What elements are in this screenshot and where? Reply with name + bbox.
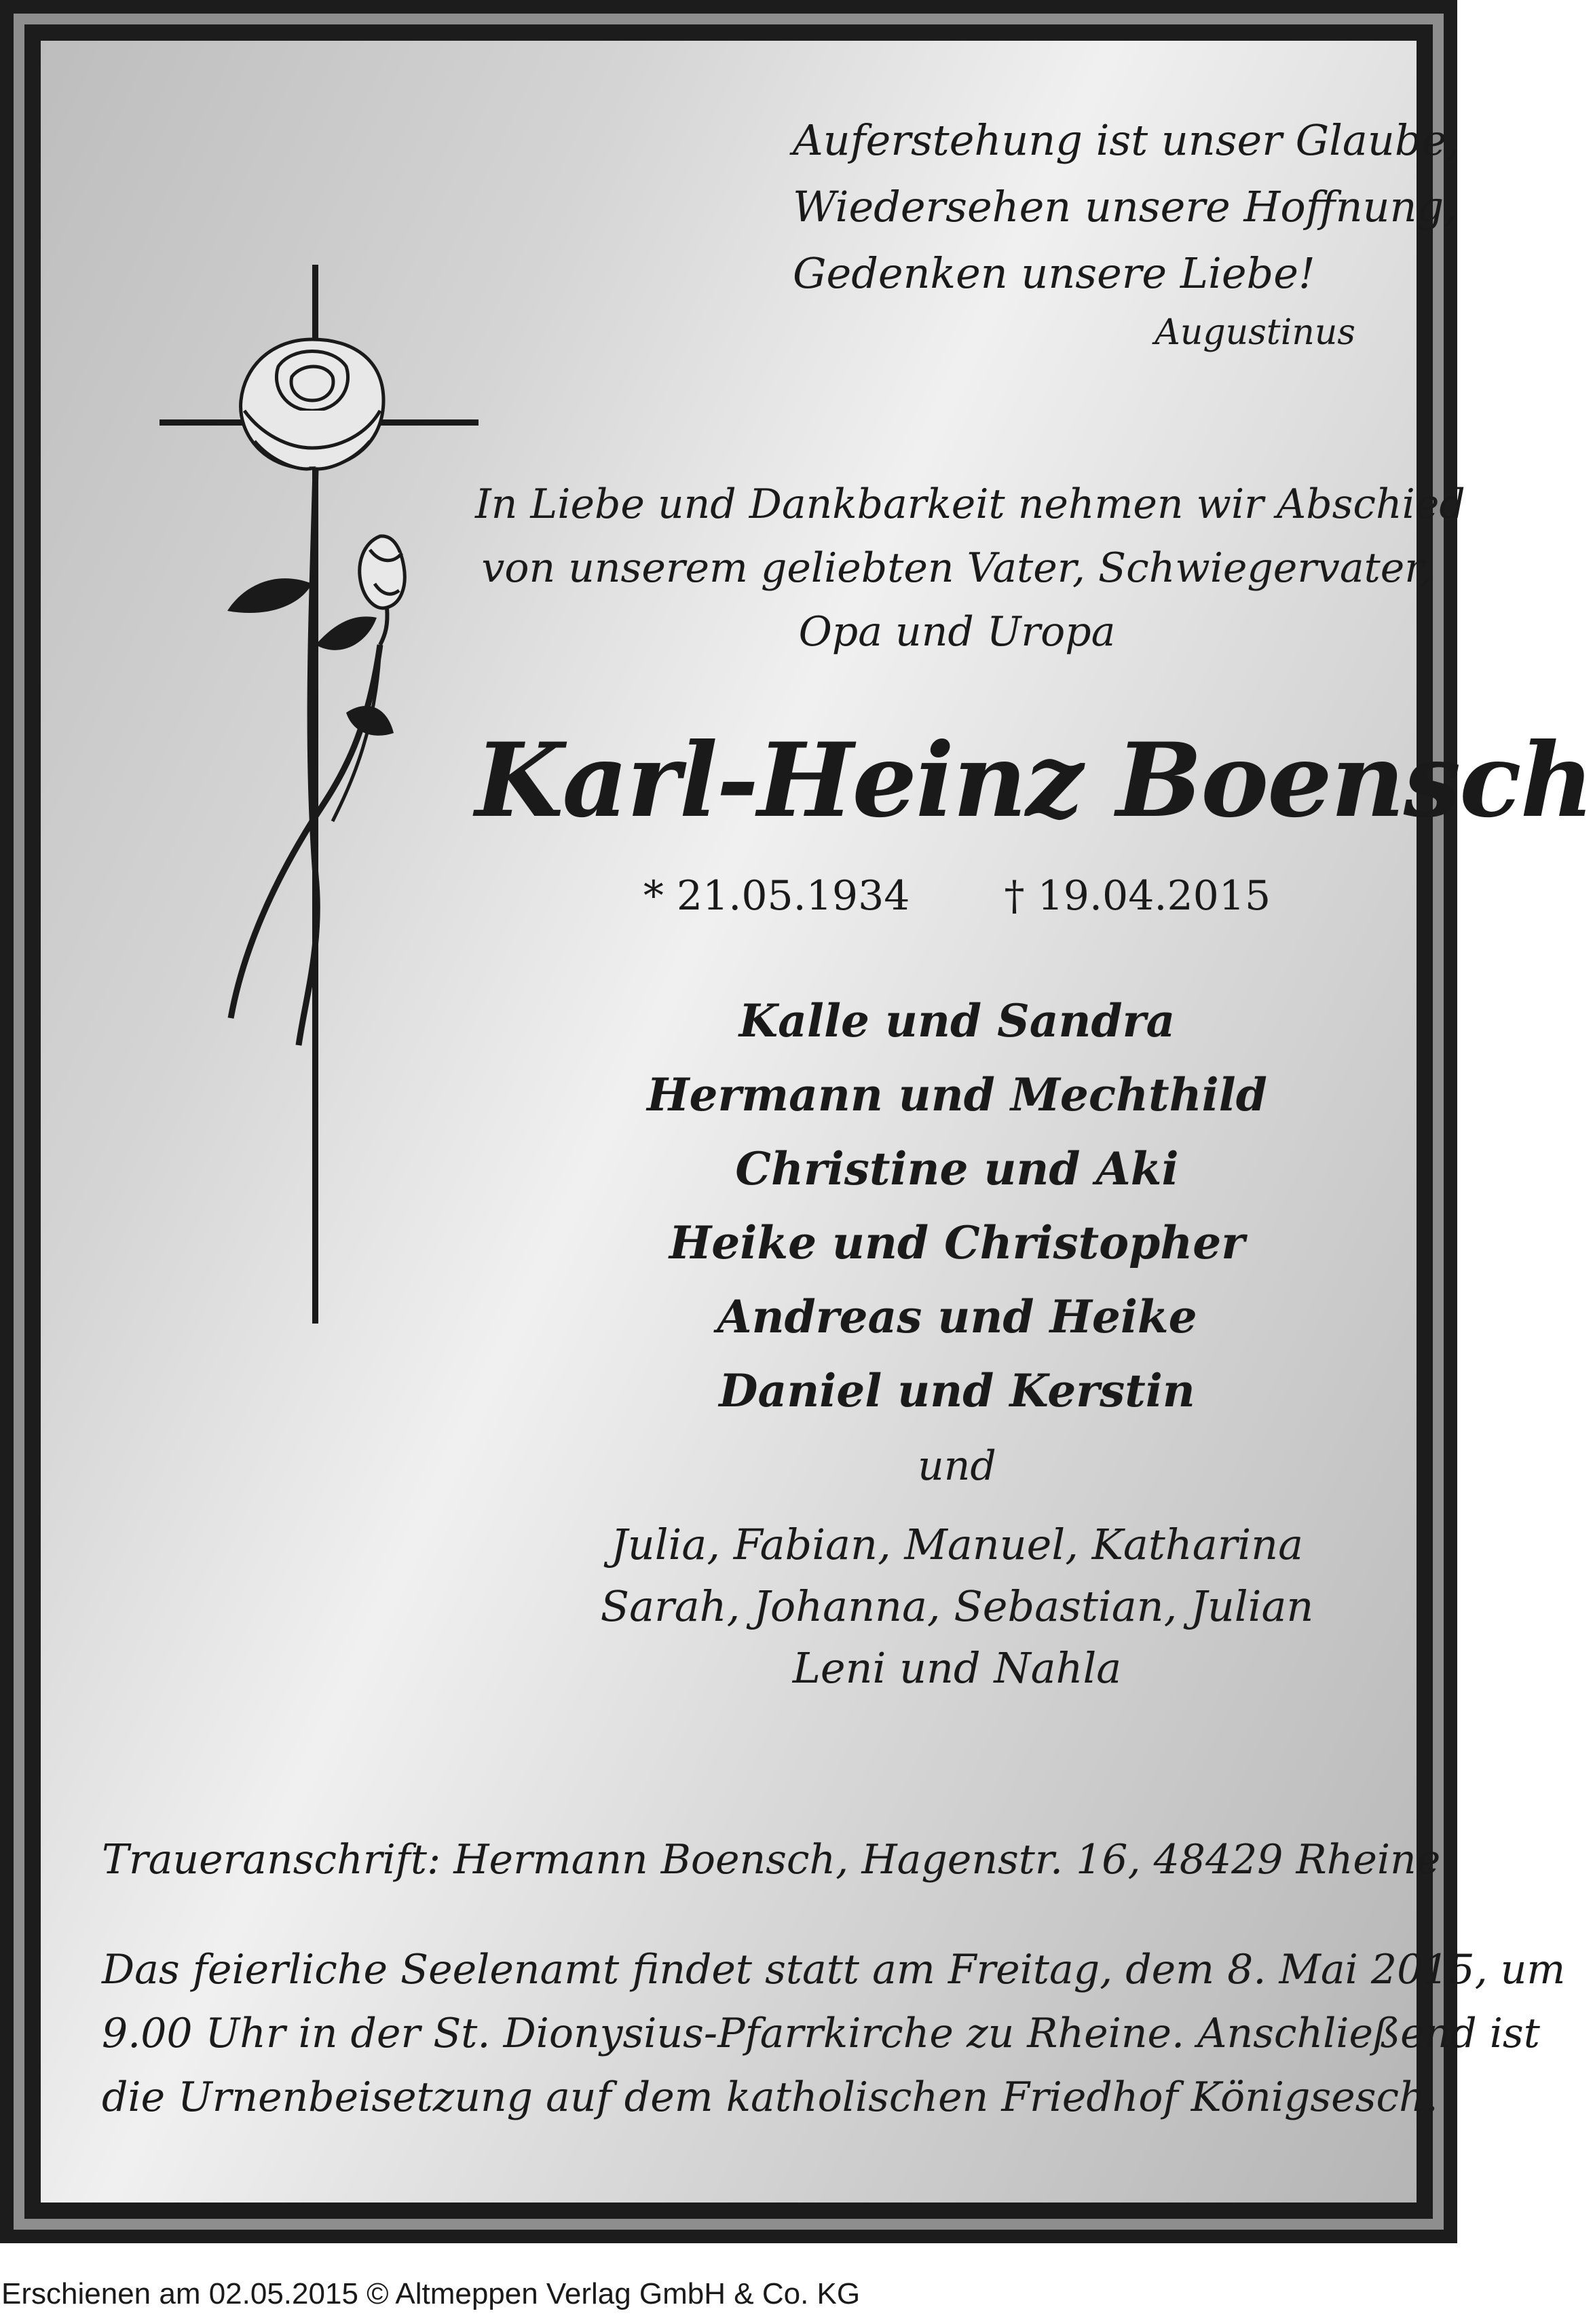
conjunction-text: und — [918, 1442, 996, 1490]
birth-date: * 21.05.1934 — [643, 872, 910, 920]
family-line: Daniel und Kerstin — [719, 1364, 1195, 1417]
intro-line: Opa und Uropa — [798, 608, 1116, 656]
quote — [793, 107, 1460, 307]
service-line: die Urnenbeisetzung auf dem katholischen Friedhof Königsesch. — [102, 2074, 1438, 2121]
life-dates — [475, 869, 1439, 923]
quote-line: Gedenken unsere Liebe! — [793, 248, 1315, 298]
family-line: Hermann und Mechthild — [647, 1068, 1267, 1121]
grandchildren-line: Leni und Nahla — [792, 1643, 1122, 1693]
publication-footer: Erschienen am 02.05.2015 © Altmeppen Verlag GmbH & Co. KG — [1, 2277, 861, 2310]
cross-with-rose-icon — [109, 265, 489, 1385]
grandchildren-line: Julia, Fabian, Manuel, Katharina — [610, 1520, 1304, 1569]
quote-author: Augustinus — [1155, 312, 1355, 353]
death-date: † 19.04.2015 — [1004, 872, 1271, 920]
intro-line: von unserem geliebten Vater, Schwiegervater, — [481, 544, 1433, 592]
quote-line: Auferstehung ist unser Glaube, — [793, 115, 1460, 165]
quote-line: Wiedersehen unsere Hoffnung, — [793, 182, 1457, 231]
grandchildren-list — [475, 1514, 1439, 1699]
family-line: Kalle und Sandra — [738, 994, 1176, 1047]
intro-line: In Liebe und Dankbarkeit nehmen wir Abschied — [475, 481, 1465, 528]
service-line: Das feierliche Seelenamt findet statt am Freitag, dem 8. Mai 2015, um — [102, 1946, 1566, 1993]
service-info — [102, 1938, 1565, 2129]
family-line: Heike und Christopher — [669, 1216, 1245, 1269]
service-line: 9.00 Uhr in der St. Dionysius-Pfarrkirche zu Rheine. Anschließend ist — [102, 2010, 1540, 2057]
mourning-address: Traueranschrift: Hermann Boensch, Hagenstr. 16, 48429 Rheine — [102, 1836, 1441, 1883]
obituary-panel — [41, 41, 1593, 2203]
grandchildren-line: Sarah, Johanna, Sebastian, Julian — [600, 1581, 1314, 1631]
family-line: Christine und Aki — [735, 1142, 1179, 1195]
family-line: Andreas und Heike — [717, 1290, 1197, 1343]
family-list — [475, 984, 1439, 1428]
intro-text — [475, 472, 1465, 664]
deceased-name: Karl-Heinz Boensch — [475, 721, 1593, 840]
